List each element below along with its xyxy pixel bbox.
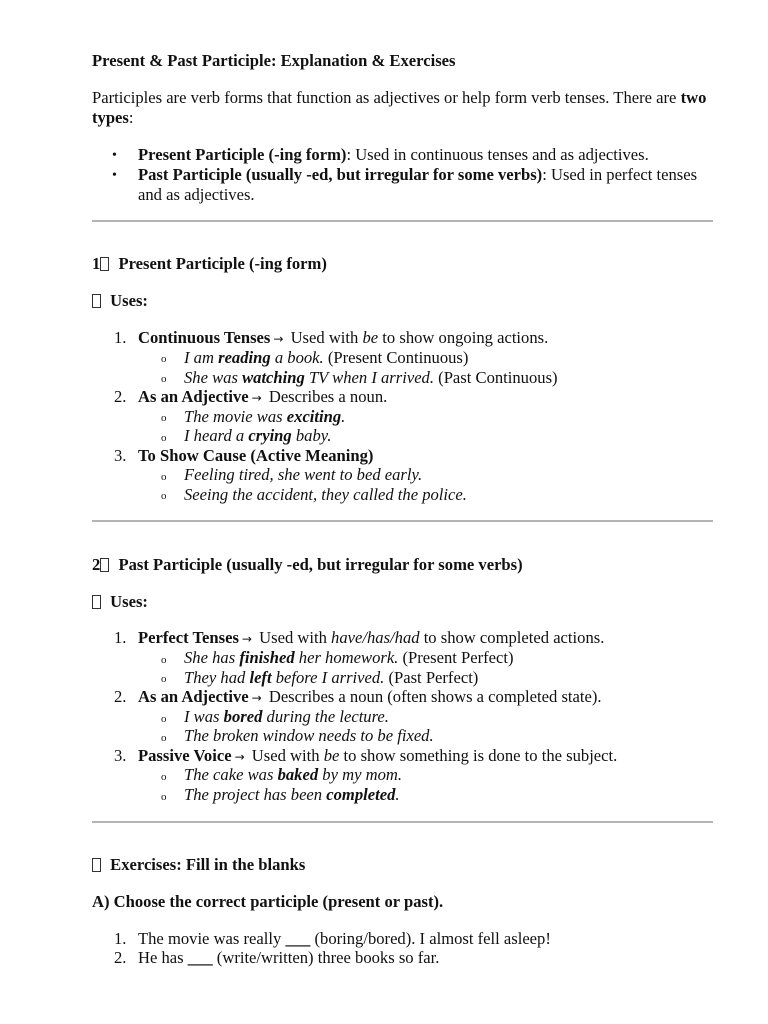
type-item-present: Present Participle (-ing form): Used in continuous tenses and as adjectives. bbox=[138, 145, 649, 164]
list-item: Passive Voice → Used with be to show something is done to the subject. bbox=[138, 746, 618, 765]
section1-uses-label: Uses: bbox=[92, 291, 148, 311]
example: She has finished her homework. (Present Perfect) bbox=[184, 648, 514, 667]
keycap-icon bbox=[100, 558, 109, 572]
sub-bullet: o bbox=[161, 771, 167, 783]
list-item: To Show Cause (Active Meaning) bbox=[138, 446, 374, 465]
example: I heard a crying baby. bbox=[184, 426, 332, 445]
pin-icon bbox=[92, 294, 101, 308]
arrow-icon: → bbox=[234, 750, 245, 764]
list-number: 2. bbox=[114, 948, 127, 967]
sub-bullet: o bbox=[161, 353, 167, 365]
sub-bullet: o bbox=[161, 373, 167, 385]
example: Seeing the accident, they called the police. bbox=[184, 485, 467, 504]
example: I was bored during the lecture. bbox=[184, 707, 389, 726]
blank: ___ bbox=[285, 929, 311, 948]
divider bbox=[92, 520, 713, 522]
intro-paragraph: Participles are verb forms that function as adjectives or help form verb tenses. There are two types: bbox=[92, 88, 707, 127]
example: The movie was exciting. bbox=[184, 407, 346, 426]
exercises-subheading: A) Choose the correct participle (present or past). bbox=[92, 892, 444, 911]
list-item: As an Adjective → Describes a noun (often shows a completed state). bbox=[138, 687, 602, 706]
section2-uses-label: Uses: bbox=[92, 592, 148, 612]
example: The cake was baked by my mom. bbox=[184, 765, 402, 784]
list-number: 3. bbox=[114, 446, 127, 465]
example: I am reading a book. (Present Continuous) bbox=[184, 348, 469, 367]
list-item: As an Adjective → Describes a noun. bbox=[138, 387, 388, 406]
example: The broken window needs to be fixed. bbox=[184, 726, 434, 745]
arrow-icon: → bbox=[241, 632, 252, 646]
document-title: Present & Past Participle: Explanation & Exercises bbox=[92, 51, 456, 70]
sub-bullet: o bbox=[161, 471, 167, 483]
type-item-past: Past Participle (usually -ed, but irregular for some verbs): Used in perfect tenses and as adjectives. bbox=[138, 165, 698, 204]
blank: ___ bbox=[187, 948, 213, 967]
pencil-icon bbox=[92, 858, 101, 872]
example: The project has been completed. bbox=[184, 785, 400, 804]
sub-bullet: o bbox=[161, 791, 167, 803]
list-item: Perfect Tenses → Used with have/has/had to show completed actions. bbox=[138, 628, 605, 647]
bullet: • bbox=[112, 168, 117, 183]
section1-heading: 1 Present Participle (-ing form) bbox=[92, 254, 327, 273]
sub-bullet: o bbox=[161, 490, 167, 502]
divider bbox=[92, 821, 713, 823]
arrow-icon: → bbox=[251, 391, 262, 405]
sub-bullet: o bbox=[161, 673, 167, 685]
exercises-heading: Exercises: Fill in the blanks bbox=[92, 855, 305, 875]
exercise-item: He has ___ (write/written) three books so far. bbox=[138, 948, 440, 967]
list-number: 3. bbox=[114, 746, 127, 765]
list-number: 2. bbox=[114, 687, 127, 706]
divider bbox=[92, 220, 713, 222]
list-number: 1. bbox=[114, 328, 127, 347]
arrow-icon: → bbox=[251, 691, 262, 705]
example: Feeling tired, she went to bed early. bbox=[184, 465, 423, 484]
list-number: 1. bbox=[114, 628, 127, 647]
sub-bullet: o bbox=[161, 732, 167, 744]
section2-heading: 2 Past Participle (usually -ed, but irregular for some verbs) bbox=[92, 555, 523, 574]
pin-icon bbox=[92, 595, 101, 609]
list-number: 1. bbox=[114, 929, 127, 948]
exercise-item: The movie was really ___ (boring/bored). I almost fell asleep! bbox=[138, 929, 551, 948]
example: They had left before I arrived. (Past Perfect) bbox=[184, 668, 479, 687]
sub-bullet: o bbox=[161, 713, 167, 725]
arrow-icon: → bbox=[273, 332, 284, 346]
example: She was watching TV when I arrived. (Past Continuous) bbox=[184, 368, 558, 387]
list-number: 2. bbox=[114, 387, 127, 406]
sub-bullet: o bbox=[161, 432, 167, 444]
keycap-icon bbox=[100, 257, 109, 271]
sub-bullet: o bbox=[161, 412, 167, 424]
list-item: Continuous Tenses → Used with be to show ongoing actions. bbox=[138, 328, 549, 347]
sub-bullet: o bbox=[161, 654, 167, 666]
bullet: • bbox=[112, 148, 117, 163]
